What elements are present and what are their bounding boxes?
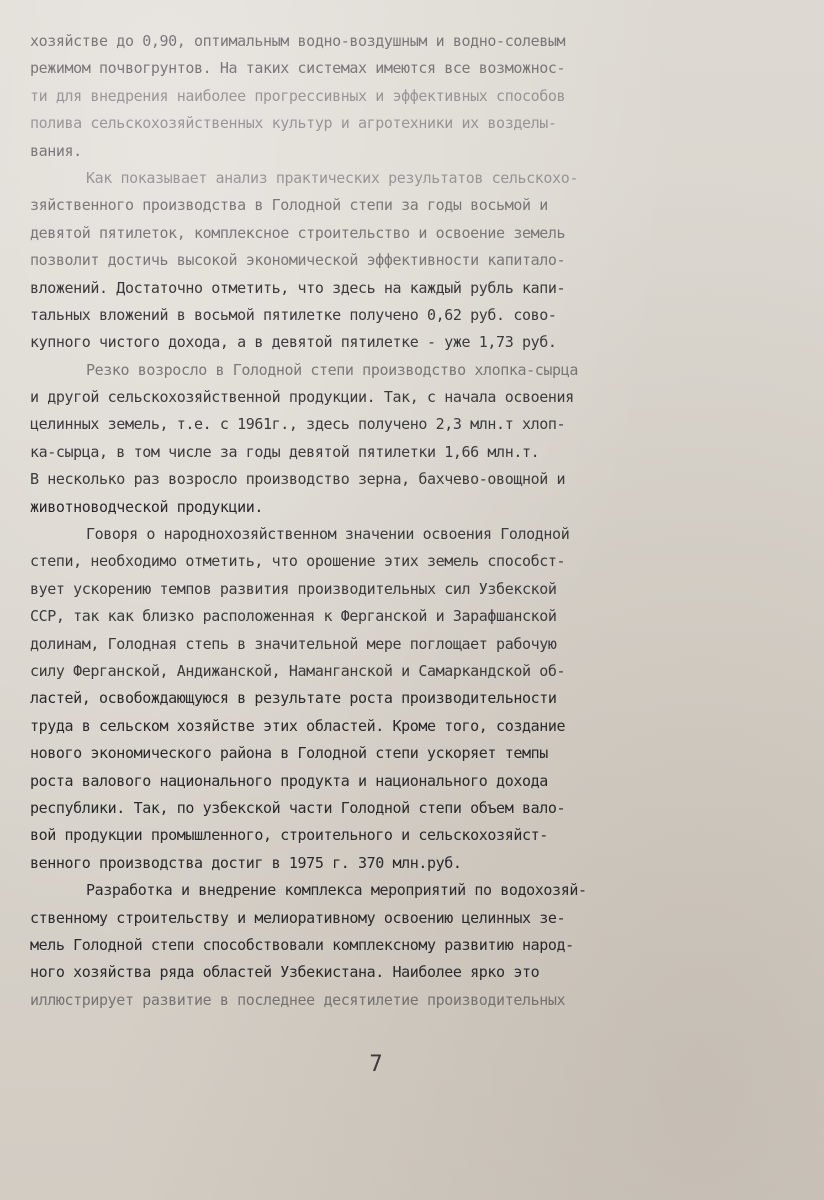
body-text (30, 28, 720, 1014)
text-line: режимом почвогрунтов. На таких системах имеются все возможнос- (30, 59, 566, 78)
text-line: нового экономического района в Голодной степи ускоряет темпы (30, 744, 548, 763)
text-line: республики. Так, по узбекской части Голодной степи объем вало- (30, 798, 566, 817)
text-line: долинам, Голодная степь в значительной мере поглощает рабочую (30, 634, 557, 653)
text-line: В несколько раз возросло производство зерна, бахчево-овощной и (30, 470, 566, 489)
text-line: целинных земель, т.е. с 1961г., здесь получено 2,3 млн.т хлоп- (30, 415, 566, 434)
text-line: венного производства достиг в 1975 г. 370 млн.руб. (30, 853, 462, 872)
text-line: животноводческой продукции. (30, 497, 264, 516)
text-line: Говоря о народнохозяйственном значении освоения Голодной (86, 525, 570, 544)
text-line: Резко возросло в Голодной степи производство хлопка-сырца (86, 360, 578, 379)
text-line: зяйственного производства в Голодной степи за годы восьмой и (30, 196, 548, 215)
text-line: мель Голодной степи способствовали комплексному развитию народ- (30, 935, 574, 954)
text-line: Разработка и внедрение комплекса мероприятий по водохозяй- (86, 881, 587, 900)
page-number: 7 (369, 1052, 383, 1077)
text-line: ССР, так как близко расположенная к Ферганской и Зарафшанской (30, 607, 557, 626)
text-line: Как показывает анализ практических результатов сельскохо- (86, 168, 578, 187)
text-line: степи, необходимо отметить, что орошение этих земель способст- (30, 552, 566, 571)
text-line: вует ускорению темпов развития производительных сил Узбекской (30, 579, 557, 598)
text-line: ти для внедрения наиболее прогрессивных и эффективных способов (30, 86, 566, 105)
text-line: девятой пятилеток, комплексное строительство и освоение земель (30, 223, 566, 242)
text-line: вания. (30, 141, 82, 160)
text-line: и другой сельскохозяйственной продукции. Так, с начала освоения (30, 388, 574, 407)
text-line: вой продукции промышленного, строительного и сельскохозяйст- (30, 826, 548, 845)
text-line: ка-сырца, в том числе за годы девятой пятилетки 1,66 млн.т. (30, 442, 540, 461)
text-line: ного хозяйства ряда областей Узбекистана. Наиболее ярко это (30, 963, 540, 982)
text-line: полива сельскохозяйственных культур и агротехники их возделы- (30, 114, 557, 133)
text-line: силу Ферганской, Андижанской, Наманганской и Самаркандской об- (30, 661, 566, 680)
text-line: ластей, освобождающуюся в результате роста производительности (30, 689, 557, 708)
text-line: тальных вложений в восьмой пятилетке получено 0,62 руб. сово- (30, 305, 557, 324)
text-line: иллюстрирует развитие в последнее десятилетие производительных (30, 990, 566, 1009)
text-line: роста валового национального продукта и национального дохода (30, 771, 548, 790)
text-line: ственному строительству и мелиоративному освоению целинных зе- (30, 908, 566, 927)
text-line: позволит достичь высокой экономической эффективности капитало- (30, 251, 566, 270)
text-line: купного чистого дохода, а в девятой пятилетке - уже 1,73 руб. (30, 333, 557, 352)
text-line: хозяйстве до 0,90, оптимальным водно-воздушным и водно-солевым (30, 32, 566, 50)
text-line: вложений. Достаточно отметить, что здесь на каждый рубль капи- (30, 278, 566, 297)
text-line: труда в сельском хозяйстве этих областей. Кроме того, создание (30, 716, 566, 735)
